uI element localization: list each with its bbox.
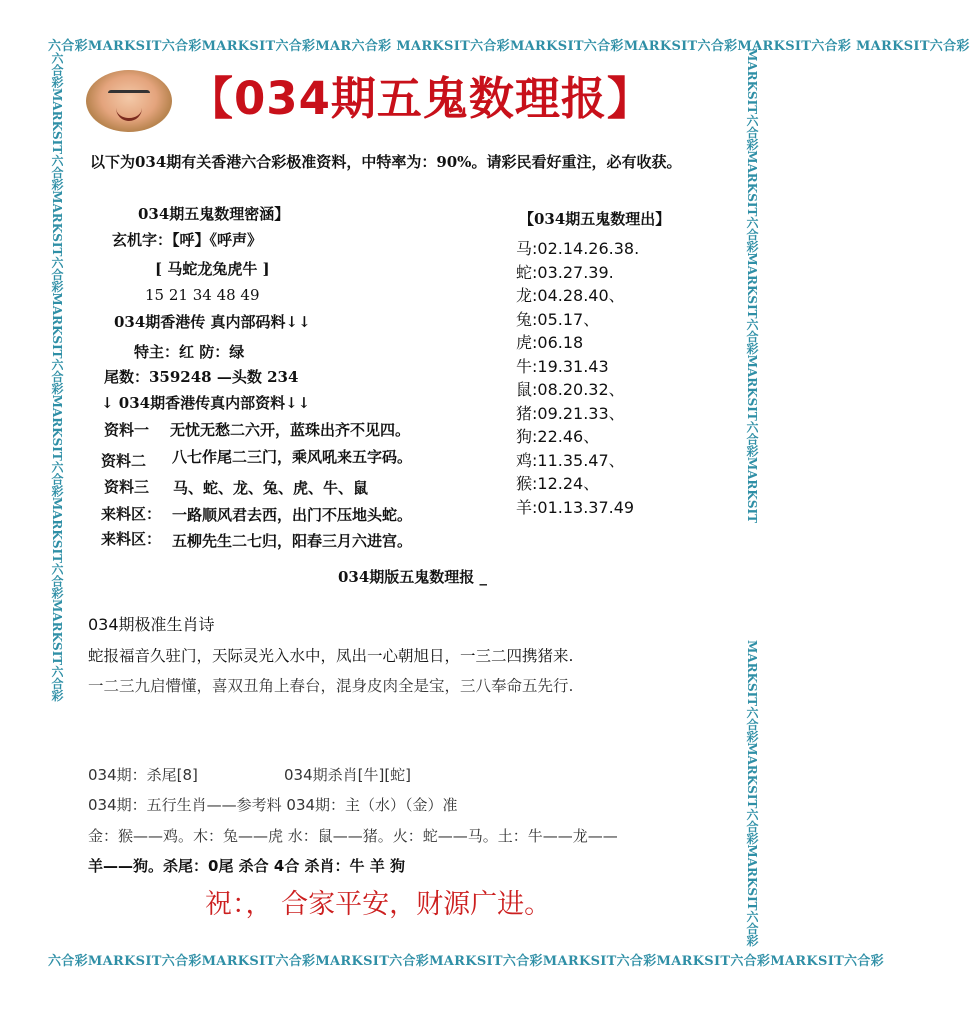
border-watermark-top: 六合彩MARKSIT六合彩MARKSIT六合彩MAR六合彩 MARKSIT六合彩MARKSIT六合彩MARKSIT六合彩MARKSIT六合彩 MARKSIT六合彩: [48, 39, 970, 54]
five-elements: 034期：五行生肖——参考料 034期：主（水）（金）准: [88, 796, 458, 814]
poem-line-2: 一二三九启懵懂，喜双丑角上春台，混身皮肉全是宝，三八奉命五先行.: [88, 677, 574, 695]
secret-heading: 034期五鬼数理密涵】: [138, 205, 290, 223]
glasses-icon: [108, 90, 150, 103]
inside-code-heading: 034期香港传 真内部码料↓↓: [114, 313, 311, 331]
list-item: 马:02.14.26.38.: [516, 239, 640, 258]
source1-label: 来料区：: [101, 505, 162, 523]
poem-heading: 034期极准生肖诗: [88, 615, 215, 634]
list-item: 兔:05.17、: [516, 309, 600, 329]
inside-info-heading: ↓ 034期香港传真内部资料↓↓: [101, 394, 311, 412]
list-item: 龙:04.28.40、: [516, 286, 625, 305]
edition-label: 034期版五鬼数理报 _: [338, 568, 488, 586]
avatar: [86, 70, 172, 132]
kill-zodiac: 034期杀肖[牛][蛇]: [284, 766, 412, 784]
list-item: 蛇:03.27.39.: [516, 262, 614, 282]
blessing: 祝：， 合家平安，财源广进。: [205, 889, 552, 920]
source2-text: 五柳先生二七归，阳春三月六进宫。: [172, 532, 413, 550]
list-item: 鸡:11.35.47、: [516, 450, 625, 470]
list-item: 牛:19.31.43: [516, 356, 609, 376]
info3-text: 马、蛇、龙、兔、虎、牛、鼠: [173, 479, 369, 497]
border-watermark-right-lower: MARKSIT六合彩MARKSIT六合彩MARKSIT六合彩: [745, 640, 759, 947]
kill-tail: 034期：杀尾[8]: [88, 766, 198, 784]
info2-label: 资料二: [101, 452, 147, 470]
number-list: 15 21 34 48 49: [145, 286, 260, 304]
list-item: 羊:01.13.37.49: [516, 497, 635, 517]
info3-label: 资料三: [104, 478, 150, 496]
list-item: 猴:12.24、: [516, 474, 600, 493]
list-item: 虎:06.18: [516, 333, 584, 352]
info1-label: 资料一: [104, 421, 150, 439]
kill-summary: 羊——狗。杀尾：0尾 杀合 4合 杀肖：牛 羊 狗: [88, 857, 405, 875]
info1-text: 无忧无愁二六开，蓝珠出齐不见四。: [170, 421, 411, 439]
numbers-heading: 【034期五鬼数理出】: [519, 210, 671, 228]
info2-text: 八七作尾二三门，乘风吼来五字码。: [172, 448, 413, 466]
list-item: 鼠:08.20.32、: [516, 380, 625, 399]
source2-label: 来料区：: [101, 530, 162, 548]
zodiac-number-list: [516, 237, 639, 519]
poem-line-1: 蛇报福音久驻门，天际灵光入水中，凤出一心朝旭日，一三二四携猪来.: [88, 647, 574, 665]
border-watermark-right: MARKSIT六合彩MARKSIT六合彩MARKSIT六合彩MARKSIT六合彩MARKSIT: [745, 48, 759, 524]
tail-head-numbers: 尾数：359248 —头数 234: [104, 368, 299, 386]
page-title: 【034期五鬼数理报】: [188, 72, 653, 125]
zodiac-list: [ 马蛇龙兔虎牛 ]: [155, 260, 270, 278]
mystery-word: 玄机字：【呼】《呼声》: [112, 231, 263, 249]
smile-icon: [116, 108, 142, 121]
source1-text: 一路顺风君去西，出门不压地头蛇。: [172, 506, 413, 524]
intro-text: 以下为034期有关香港六合彩极准资料，中特率为：90%。请彩民看好重注，必有收获。: [90, 153, 682, 171]
list-item: 狗:22.46、: [516, 427, 600, 446]
element-pairs: 金：猴——鸡。木：兔——虎 水：鼠——猪。火：蛇——马。土：牛——龙——: [88, 827, 618, 845]
border-watermark-left: 六合彩MARKSIT六合彩MARKSIT六合彩MARKSIT六合彩MARKSIT六合彩MARKSIT六合彩MARKSIT六合彩: [50, 52, 64, 702]
special-color: 特主：红 防：绿: [134, 343, 245, 361]
border-watermark-bottom: 六合彩MARKSIT六合彩MARKSIT六合彩MARKSIT六合彩MARKSIT六合彩MARKSIT六合彩MARKSIT六合彩MARKSIT六合彩: [48, 954, 884, 969]
list-item: 猪:09.21.33、: [516, 403, 625, 423]
